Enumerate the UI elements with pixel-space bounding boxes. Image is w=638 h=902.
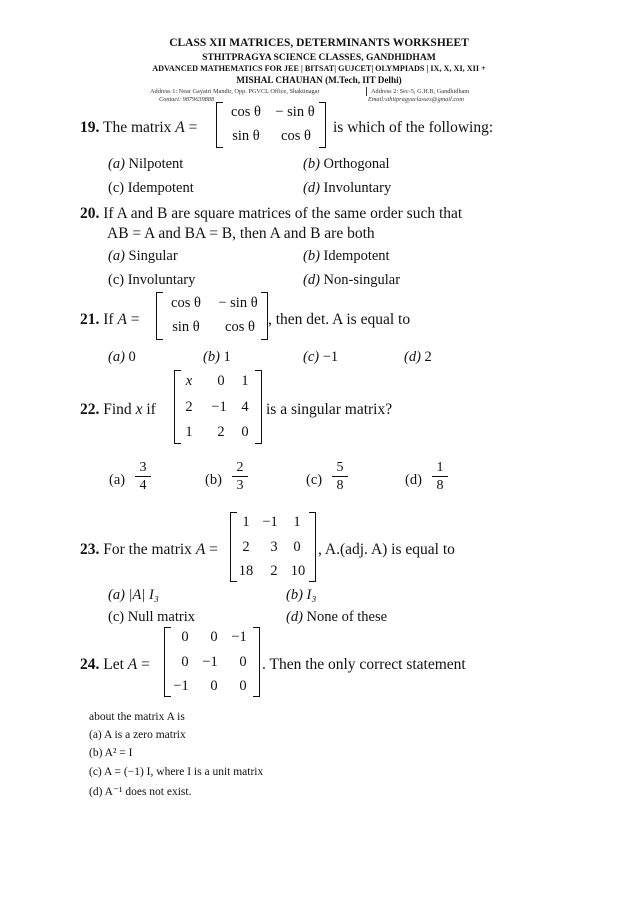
matrix-cell: − sin θ [275, 104, 315, 120]
matrix-cell: cos θ [231, 104, 261, 120]
institute-name: STHITPRAGYA SCIENCE CLASSES, GANDHIDHAM [202, 52, 436, 63]
option-a[interactable]: (a) |A| I₃ [108, 587, 159, 603]
worksheet-title: CLASS XII MATRICES, DETERMINANTS WORKSHEET [169, 37, 469, 49]
option-a-label[interactable]: (a) [109, 472, 126, 488]
option-c[interactable]: (c) −1 [303, 349, 339, 365]
option-a[interactable]: (a) Singular [108, 248, 178, 264]
matrix-cell: sin θ [172, 319, 200, 335]
matrix-cell: 0 [210, 629, 218, 645]
option-d[interactable]: (d) Non-singular [303, 272, 401, 288]
programs-line: ADVANCED MATHEMATICS FOR JEE | BITSAT| GUJCET| OLYMPIADS | IX, X, XI, XII + [152, 64, 486, 73]
math-eq: = [209, 541, 218, 558]
option-b[interactable]: (b) A² = I [89, 747, 133, 759]
option-b[interactable]: (b) I₃ [286, 587, 317, 603]
matrix-cell: 0 [239, 678, 247, 694]
matrix-cell: 1 [241, 373, 249, 389]
option-a[interactable]: (a) 0 [108, 349, 136, 365]
math-eq: = [130, 311, 140, 328]
matrix-q24 [164, 627, 260, 697]
option-c-label[interactable]: (c) [306, 472, 323, 488]
option-a[interactable]: (a) Nilpotent [108, 156, 184, 172]
matrix-cell: 2 [185, 399, 193, 415]
question-text: The matrix [102, 119, 172, 136]
option-c-fraction[interactable]: 5 8 [332, 460, 348, 493]
matrix-q23 [230, 512, 316, 582]
question-text-line2: about the matrix A is [89, 711, 185, 723]
question-text: if [146, 401, 156, 418]
question-text: If [103, 311, 114, 328]
question-text: Let [103, 656, 124, 673]
math-var: A [175, 119, 185, 136]
question-number: 19. [80, 119, 100, 136]
email: Email:sthitpragyaclasses@gmail.com [368, 96, 464, 103]
question-text-tail: , A.(adj. A) is equal to [318, 541, 455, 558]
question-text: If A and B are square matrices of the same order such that [103, 205, 463, 222]
option-c[interactable]: (c) Idempotent [108, 180, 194, 196]
question-text-tail: is which of the following: [333, 119, 494, 136]
matrix-cell: − sin θ [218, 295, 258, 311]
option-b[interactable]: (b) Idempotent [303, 248, 390, 264]
header-divider [366, 87, 367, 96]
matrix-cell: 2 [242, 539, 250, 555]
matrix-cell: 2 [217, 424, 225, 440]
question-number: 20. [80, 205, 100, 222]
matrix-cell: 1 [242, 514, 250, 530]
matrix-cell: −1 [231, 629, 247, 645]
matrix-cell: 0 [181, 654, 189, 670]
question-number: 22. [80, 401, 100, 418]
option-a[interactable]: (a) A is a zero matrix [89, 729, 186, 741]
option-b-fraction[interactable]: 2 3 [232, 460, 248, 493]
matrix-cell: 10 [290, 563, 306, 579]
option-d[interactable]: (d) None of these [286, 609, 388, 625]
math-eq: = [141, 656, 150, 673]
matrix-cell: 0 [217, 373, 225, 389]
option-d-label[interactable]: (d) [405, 472, 422, 488]
math-eq: = [188, 119, 198, 136]
math-var: A [127, 656, 138, 673]
matrix-q21 [156, 292, 268, 340]
address-1: Address 1: Near Gayatri Mandir, Opp. PGVCL Office, Shaktinagar [150, 88, 320, 95]
contact: Contact: 9879639888 [159, 96, 215, 103]
matrix-cell: −1 [262, 514, 278, 530]
matrix-cell: 0 [181, 629, 189, 645]
option-d-fraction[interactable]: 1 8 [432, 460, 448, 493]
matrix-cell: cos θ [281, 128, 311, 144]
matrix-q22 [174, 370, 262, 444]
matrix-cell: 0 [293, 539, 301, 555]
option-d[interactable]: (d) Involuntary [303, 180, 392, 196]
option-b[interactable]: (b) 1 [203, 349, 231, 365]
matrix-cell: −1 [173, 678, 189, 694]
matrix-cell: 0 [239, 654, 247, 670]
option-c[interactable]: (c) Involuntary [108, 272, 196, 288]
option-a-fraction[interactable]: 3 4 [135, 460, 151, 493]
matrix-cell: 1 [293, 514, 301, 530]
matrix-cell: x [185, 373, 193, 389]
option-b-label[interactable]: (b) [205, 472, 222, 488]
question-number: 24. [80, 656, 100, 673]
question-text-tail: is a singular matrix? [266, 401, 393, 418]
matrix-cell: −1 [202, 654, 218, 670]
matrix-cell: 18 [238, 563, 254, 579]
math-var: x [135, 401, 143, 418]
matrix-cell: 0 [241, 424, 249, 440]
matrix-cell: 4 [241, 399, 249, 415]
matrix-cell: 3 [270, 539, 278, 555]
question-text-tail: , then det. A is equal to [268, 311, 411, 328]
address-2: Address 2: Sec-5, G.H.B, Gandhidham [371, 88, 470, 95]
matrix-cell: cos θ [225, 319, 255, 335]
math-var: A [117, 311, 127, 328]
matrix-cell: −1 [211, 399, 227, 415]
option-c[interactable]: (c) A = (−1) I, where I is a unit matrix [89, 766, 264, 778]
matrix-cell: 1 [185, 424, 193, 440]
matrix-q19 [216, 102, 326, 148]
question-text-line2: AB = A and BA = B, then A and B are both [107, 225, 375, 242]
math-var: A [195, 541, 206, 558]
matrix-cell: 2 [270, 563, 278, 579]
matrix-cell: cos θ [171, 295, 201, 311]
matrix-cell: sin θ [232, 128, 260, 144]
question-text: For the matrix [103, 541, 192, 558]
option-d[interactable]: (d) A⁻¹ does not exist. [89, 786, 192, 798]
question-number: 23. [80, 541, 100, 558]
option-d[interactable]: (d) 2 [404, 349, 432, 365]
question-text: Find [103, 401, 132, 418]
option-c[interactable]: (c) Null matrix [108, 609, 195, 625]
option-b[interactable]: (b) Orthogonal [303, 156, 390, 172]
question-text-tail: . Then the only correct statement [262, 656, 466, 673]
teacher-name: MISHAL CHAUHAN (M.Tech, IIT Delhi) [236, 75, 402, 85]
question-number: 21. [80, 311, 100, 328]
matrix-cell: 0 [210, 678, 218, 694]
